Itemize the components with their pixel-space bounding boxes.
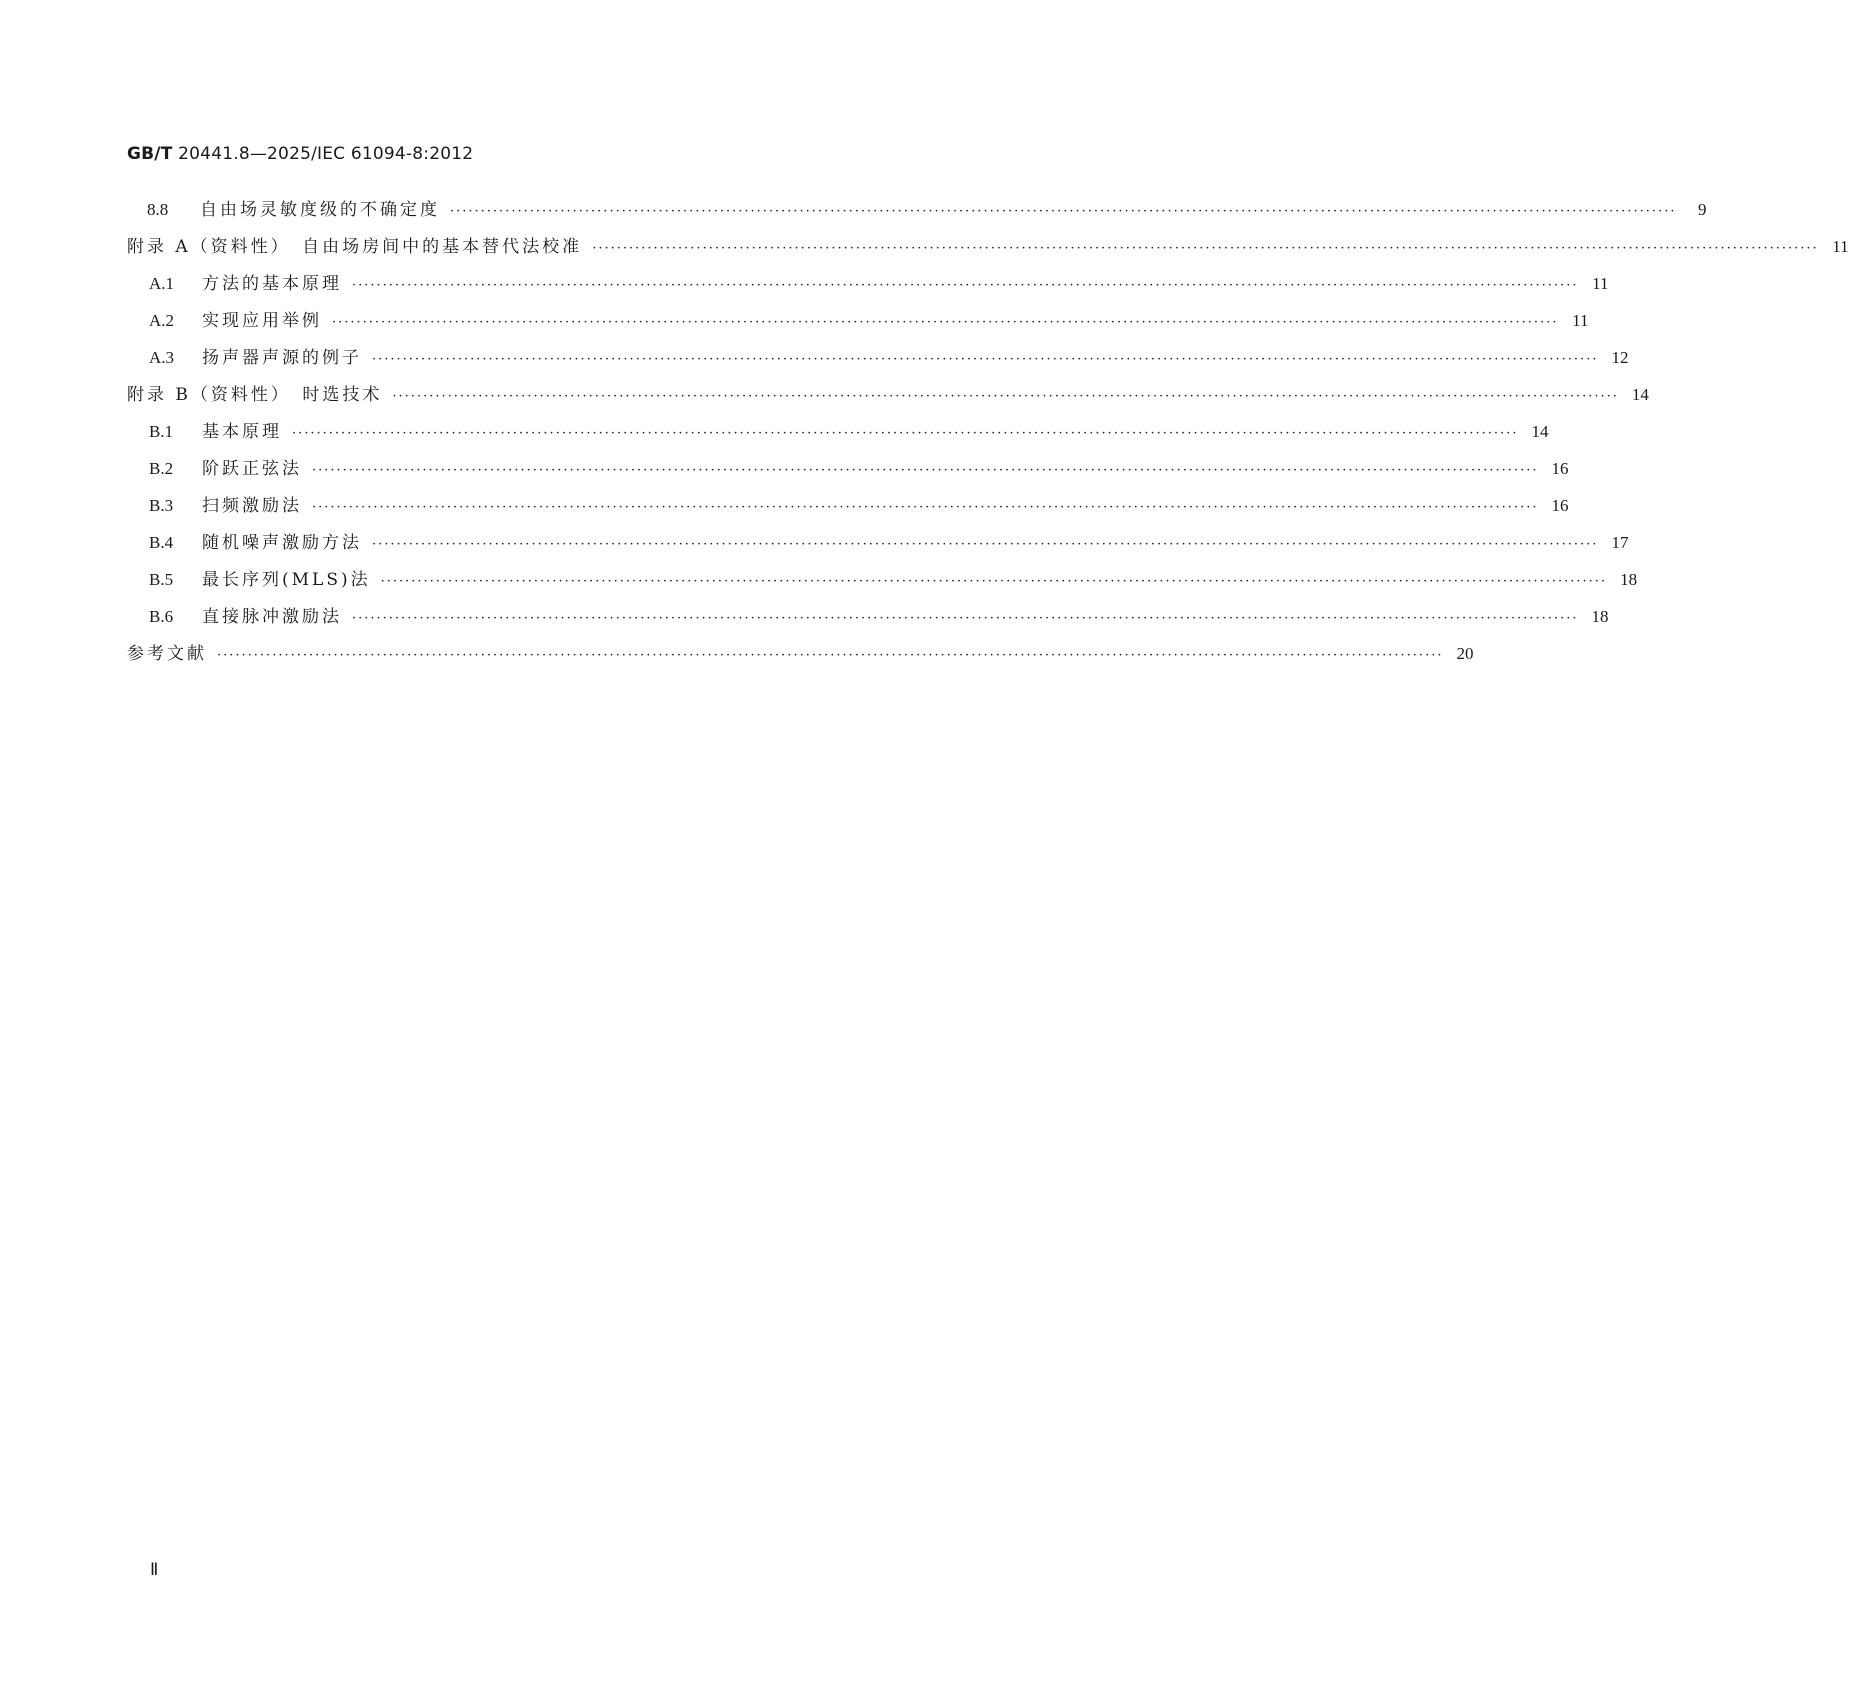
toc-entry-title: 基本原理 (202, 422, 282, 442)
toc-entry-page: 14 (1531, 422, 1549, 441)
toc-leader-dots: ········································································································································································································ (292, 426, 1519, 441)
toc-leader-dots: ········································································································································································································ (332, 315, 1559, 330)
standard-number: 20441.8—2025/IEC 61094-8:2012 (178, 144, 474, 164)
toc-entry-number: B.1 (149, 422, 174, 441)
toc-entry-title: 直接脉冲激励法 (202, 607, 342, 627)
toc-entry-title: 扫频激励法 (202, 496, 302, 516)
toc-entry-page: 12 (1611, 348, 1629, 367)
toc-leader-dots: ········································································································································································································ (217, 648, 1444, 663)
toc-leader-dots: ········································································································································································································ (592, 241, 1819, 256)
toc-entry[interactable] (127, 561, 1638, 598)
toc-entry-title: 扬声器声源的例子 (202, 348, 362, 368)
toc-leader-dots: ········································································································································································································ (372, 537, 1599, 552)
toc-entry-page: 17 (1611, 533, 1629, 552)
toc-entry-page: 11 (1572, 311, 1589, 330)
toc-entry-page: 20 (1456, 644, 1474, 663)
toc-entry-title: 方法的基本原理 (202, 274, 342, 294)
toc-entry[interactable] (127, 487, 1569, 524)
toc-leader-dots: ········································································································································································································ (352, 611, 1579, 626)
toc-entry-page: 9 (1697, 200, 1707, 219)
toc-leader-dots: ········································································································································································································ (312, 463, 1539, 478)
toc-entry-number: A.1 (149, 274, 175, 293)
toc-entry[interactable] (127, 265, 1609, 302)
toc-entry[interactable] (127, 598, 1609, 635)
toc-leader-dots: ········································································································································································································ (380, 574, 1608, 589)
toc-entry[interactable] (127, 228, 1849, 265)
toc-entry-title: 随机噪声激励方法 (202, 533, 362, 553)
toc-entry-title: 最长序列(MLS)法 (202, 570, 371, 590)
toc-entry-page: 16 (1551, 459, 1569, 478)
toc-leader-dots: ········································································································································································································ (352, 278, 1579, 293)
toc-leader-dots: ········································································································································································································ (372, 352, 1599, 367)
toc-entry-page: 11 (1832, 237, 1849, 256)
toc-entry-number: B.5 (149, 570, 174, 589)
toc-entry-number: B.4 (149, 533, 174, 552)
document-header (127, 144, 473, 164)
toc-entry-number: B.3 (149, 496, 174, 515)
toc-entry-page: 11 (1592, 274, 1609, 293)
table-of-contents (127, 191, 1849, 672)
standard-prefix: GB/T (127, 144, 173, 164)
toc-entry-number: A.3 (149, 348, 175, 367)
toc-entry-number: 8.8 (147, 200, 169, 219)
toc-entry[interactable] (127, 376, 1649, 413)
toc-entry-number: B.2 (149, 459, 174, 478)
toc-leader-dots: ········································································································································································································ (450, 204, 1677, 219)
toc-leader-dots: ········································································································································································································ (312, 500, 1539, 515)
toc-entry[interactable] (127, 450, 1569, 487)
toc-entry-page: 18 (1620, 570, 1638, 589)
toc-entry-title: 阶跃正弦法 (202, 459, 302, 479)
toc-entry[interactable] (127, 635, 1474, 672)
toc-entry[interactable] (127, 524, 1629, 561)
toc-entry-title: 参考文献 (127, 644, 207, 664)
toc-entry-page: 14 (1631, 385, 1649, 404)
toc-entry-title: 附录 B（资料性） 时选技术 (127, 385, 383, 405)
toc-entry-page: 18 (1591, 607, 1609, 626)
toc-entry-page: 16 (1551, 496, 1569, 515)
toc-entry-number: A.2 (149, 311, 175, 330)
toc-entry[interactable] (127, 302, 1589, 339)
toc-entry[interactable] (127, 191, 1707, 228)
toc-entry[interactable] (127, 339, 1629, 376)
toc-leader-dots: ········································································································································································································ (392, 389, 1619, 404)
toc-entry-number: B.6 (149, 607, 174, 626)
toc-entry[interactable] (127, 413, 1549, 450)
toc-entry-title: 自由场灵敏度级的不确定度 (200, 200, 440, 220)
page-number: Ⅱ (150, 1560, 159, 1579)
toc-entry-title: 实现应用举例 (202, 311, 322, 331)
toc-entry-title: 附录 A（资料性） 自由场房间中的基本替代法校准 (127, 237, 583, 257)
